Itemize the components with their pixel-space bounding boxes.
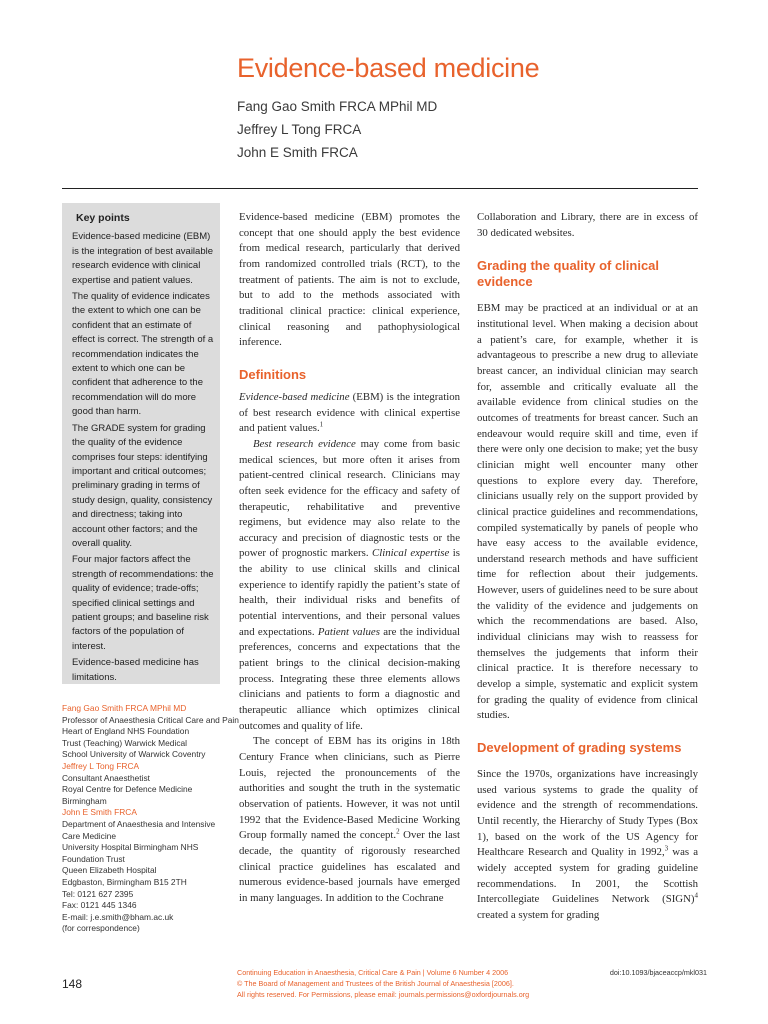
reference-marker[interactable]: 3	[664, 844, 669, 853]
footer-journal: Continuing Education in Anaesthesia, Critical Care & Pain | Volume 6 Number 4 2006	[237, 968, 509, 977]
author-name: John E Smith FRCA	[237, 145, 358, 160]
section-heading-definitions: Definitions	[239, 366, 307, 382]
affiliation-line: Royal Centre for Defence Medicine	[62, 784, 193, 795]
section-heading-development: Development of grading systems	[477, 740, 682, 756]
paragraph	[239, 390, 460, 437]
text-column-1	[239, 210, 460, 907]
paragraph	[239, 734, 460, 906]
reference-marker[interactable]: 4	[694, 891, 698, 900]
affiliation-line: Foundation Trust	[62, 853, 125, 864]
affiliation-author: Jeffrey L Tong FRCA	[62, 760, 140, 771]
term: Best research evidence	[253, 437, 356, 450]
article-title: Evidence-based medicine	[237, 53, 540, 83]
affiliation-author: John E Smith FRCA	[62, 807, 137, 818]
affiliation-line: Trust (Teaching) Warwick Medical	[62, 737, 188, 748]
paragraph	[477, 767, 698, 924]
paragraph-text: created a system for grading	[477, 908, 600, 921]
paragraph-text: is the ability to use clinical skills and clinical experience to identify rapidly the patient’s state of health, their individual risks and benefits of potential interventions, and their personal values and expectations.	[239, 547, 460, 638]
paragraph-text: are the individual preferences, concerns and expectations that the patient brings to the clinical decision-making process. Integrating these three elements allows clinicians and patients to form a diagnostic and therapeutic alliance which optimizes clinical outcomes and quality of life.	[239, 625, 460, 732]
reference-marker[interactable]: 2	[396, 827, 400, 836]
key-point: The GRADE system for grading the quality of the evidence comprises four steps: identifying important and critical outcomes; preliminary grading in terms of study design, quality, consistency and directness; taking into account other factors; and the overall quality.	[72, 422, 213, 549]
footer-doi[interactable]: doi:10.1093/bjaceaccp/mkl031	[609, 968, 707, 977]
term: Evidence-based medicine	[239, 390, 350, 403]
key-point: The quality of evidence indicates the extent to which one can be confident that an estimate of effect is correct. The strength of a recommendation indicates the extent to which one can be confident that adherence to the recommendation will do more good than harm.	[72, 291, 214, 418]
affiliation-line: Fax: 0121 445 1346	[62, 900, 137, 911]
page-footer	[237, 967, 707, 1000]
paragraph-text: Over the last decade, the quantity of rigorously researched clinical practice guidelines has escalated and numerous evidence-based journals have emerged in many languages. In addition to the Cochrane	[239, 829, 460, 904]
affiliation-line: Birmingham	[62, 795, 107, 806]
author-affiliations	[62, 703, 239, 935]
paragraph-text: Since the 1970s, organizations have increasingly used various systems to grade the quality of evidence and the strength of recommendations. Until recently, the Hierarchy of Study Types (Box 1), based on the work of the US Agency for Healthcare Research and Quality in 1992,	[477, 768, 698, 859]
author-name: Fang Gao Smith FRCA MPhil MD	[237, 99, 438, 114]
footer-copyright: © The Board of Management and Trustees of the British Journal of Anaesthesia [2006].	[237, 979, 514, 988]
term: Patient values	[317, 625, 380, 638]
section-heading-grading: Grading the quality of clinical evidence	[477, 258, 660, 290]
affiliation-line: Tel: 0121 627 2395	[62, 888, 134, 899]
paragraph-text: may come from basic medical sciences, but more often it arises from patient-centred clinical research. Clinicians may often seek evidence for the efficacy and safety of therapeutic, rehabilitative and preventive regimens, but evidence may also relate to the accuracy and precision of diagnostic tests or the power of prognostic markers.	[239, 437, 460, 560]
text-column-2	[477, 210, 698, 924]
affiliation-line: University Hospital Birmingham NHS	[62, 842, 199, 853]
affiliation-line: Consultant Anaesthetist	[62, 772, 150, 783]
affiliation-email[interactable]: E-mail: j.e.smith@bham.ac.uk	[62, 911, 174, 922]
key-point: Four major factors affect the strength of recommendations: the quality of evidence; trade-offs; specified clinical settings and patient groups; and baseline risk factors of the population of interest.	[72, 554, 214, 652]
header-divider	[62, 188, 698, 189]
affiliation-line: (for correspondence)	[62, 923, 140, 934]
paragraph: EBM may be practiced at an individual or at an institutional level. When making a decision about a patient’s care, for example, whether it is advantageous to prescribe a new drug to alleviate breast cancer, an individual clinician may search for, assemble and critically evaluate all the available evidence from clinical studies on the outcomes of treatments for breast cancer. Such an endeavour would require skill and time, even if there were only one decision to make; yet the busy clinician might well encounter many other questions to explore every day. Therefore, clinicians usually rely on the support provided by clinical practice guidelines and recommendations, compiled systematically by panels of people who have easy access to the available evidence, understand research methods and have sufficient time for reflection about their judgements. However, users of guidelines need to be sure about the validity of the evidence and judgements on which the recommendations are based. Also, individual clinicians may wish to reassess for themselves the judgements that inform their clinical practice. It is therefore necessary to develop a simple, systematic and explicit system for grading the quality of evidence from clinical studies.	[477, 302, 698, 722]
author-list	[237, 95, 437, 164]
affiliation-line: Heart of England NHS Foundation	[62, 726, 190, 737]
paragraph-text: (EBM) is the integration of best research evidence with clinical expertise and patient values.	[239, 390, 460, 435]
key-point: Evidence-based medicine has limitations.	[72, 657, 199, 683]
reference-marker[interactable]: 1	[319, 420, 324, 429]
author-name: Jeffrey L Tong FRCA	[237, 122, 362, 137]
affiliation-line: Care Medicine	[62, 830, 116, 841]
paragraph	[239, 437, 460, 734]
affiliation-line: School University of Warwick Coventry	[62, 749, 206, 760]
affiliation-line: Department of Anaesthesia and Intensive	[62, 818, 216, 829]
page-number: 148	[62, 977, 83, 991]
paragraph: Collaboration and Library, there are in excess of 30 dedicated websites.	[477, 211, 698, 239]
affiliation-line: Professor of Anaesthesia Critical Care and Pain	[62, 714, 239, 725]
paragraph-text: The concept of EBM has its origins in 18th Century France when clinicians, such as Pierre Louis, rejected the pronouncements of the authorities and sought the truth in the systematic observation of patients. However, it was not until 1992 that the Evidence-Based Medicine Working Group formally named the concept.	[239, 735, 460, 842]
affiliation-line: Queen Elizabeth Hospital	[62, 865, 157, 876]
key-point: Evidence-based medicine (EBM) is the integration of best available research evidence with clinical expertise and patient values.	[72, 231, 214, 286]
key-points-heading: Key points	[76, 212, 130, 224]
affiliation-author: Fang Gao Smith FRCA MPhil MD	[62, 703, 187, 713]
paragraph-text: was a widely accepted system for grading guideline recommendations. In 2001, the Scottish Intercollegiate Guidelines Network (SIGN)	[477, 846, 699, 906]
term: Clinical expertise	[372, 547, 450, 560]
affiliation-line: Edgbaston, Birmingham B15 2TH	[62, 876, 187, 887]
intro-paragraph: Evidence-based medicine (EBM) promotes the concept that one should apply the best evidence from medical research, particularly that derived from randomized controlled trials (RCT), to the treatment of patients. The aim is not to exclude, but to add to the methods associated with traditional clinical practice: clinical experience, clinical reasoning and pathophysiological inference.	[239, 211, 460, 349]
key-points-box	[62, 203, 220, 684]
footer-rights: All rights reserved. For Permissions, please email: journals.permissions@oxfordjournals.org	[237, 990, 530, 999]
